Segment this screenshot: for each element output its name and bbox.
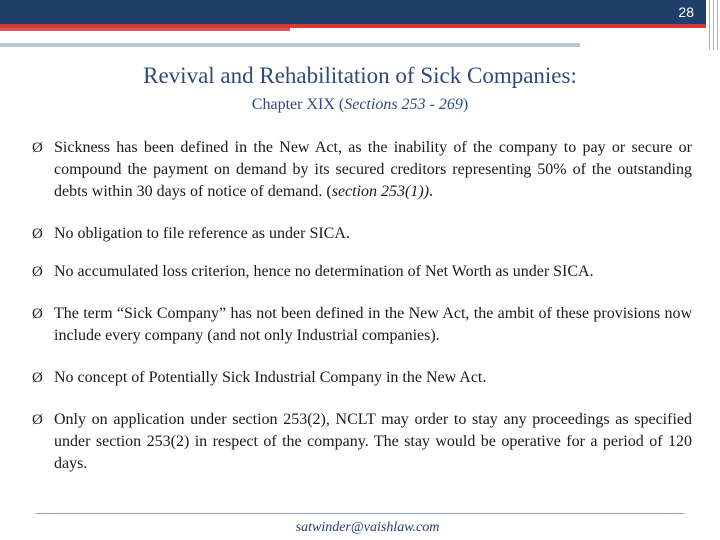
- header-bar: [0, 0, 706, 24]
- footer-divider: [36, 513, 684, 514]
- page-number: 28: [678, 4, 694, 20]
- list-item: [32, 261, 692, 283]
- accent-bar-short: [0, 28, 290, 31]
- arrow-bullet-icon: Ø: [32, 264, 43, 280]
- decorative-side-lines: [706, 0, 720, 50]
- slide-subtitle: [0, 96, 720, 114]
- footer-email: satwinder@vaishlaw.com: [295, 520, 440, 535]
- subtitle-end: ): [462, 96, 469, 113]
- list-item: [32, 367, 692, 389]
- bullet-text: Sickness has been defined in the New Act, as the inability of the company to pay or secure or compound the payment on demand by its secured creditors representing 50% of the outstanding debts within 30 days of notice of demand. (: [54, 139, 692, 200]
- bullet-text: The term “Sick Company” has not been defined in the New Act, the ambit of these provisions now include every company (and not only Industrial companies).: [54, 305, 692, 344]
- list-item: [32, 223, 692, 245]
- bullet-text: No accumulated loss criterion, hence no determination of Net Worth as under SICA.: [54, 263, 594, 280]
- bullet-tail: .: [429, 183, 434, 200]
- slide-title: Revival and Rehabilitation of Sick Companies:: [143, 63, 577, 88]
- arrow-bullet-icon: Ø: [32, 306, 43, 322]
- list-item: [32, 303, 692, 347]
- footer-divider-tick: [664, 509, 684, 514]
- bullet-citation: section 253(1)): [331, 183, 430, 200]
- bullet-text: Only on application under section 253(2), NCLT may order to stay any proceedings as specified under section 253(2) in respect of the company. The stay would be operative for a period of 120 days.: [54, 411, 692, 472]
- bullet-text: No concept of Potentially Sick Industrial Company in the New Act.: [54, 369, 487, 386]
- arrow-bullet-icon: Ø: [32, 226, 43, 242]
- arrow-bullet-icon: Ø: [32, 412, 43, 428]
- bullet-text: No obligation to file reference as under SICA.: [54, 225, 350, 242]
- bullet-list: [32, 137, 692, 475]
- list-item: [32, 137, 692, 203]
- header-underline: [0, 43, 580, 47]
- subtitle-sections: Sections 253 - 269: [344, 96, 463, 113]
- list-item: [32, 409, 692, 475]
- arrow-bullet-icon: Ø: [32, 370, 43, 386]
- subtitle-main: Chapter XIX (: [251, 96, 345, 113]
- arrow-bullet-icon: Ø: [32, 140, 43, 156]
